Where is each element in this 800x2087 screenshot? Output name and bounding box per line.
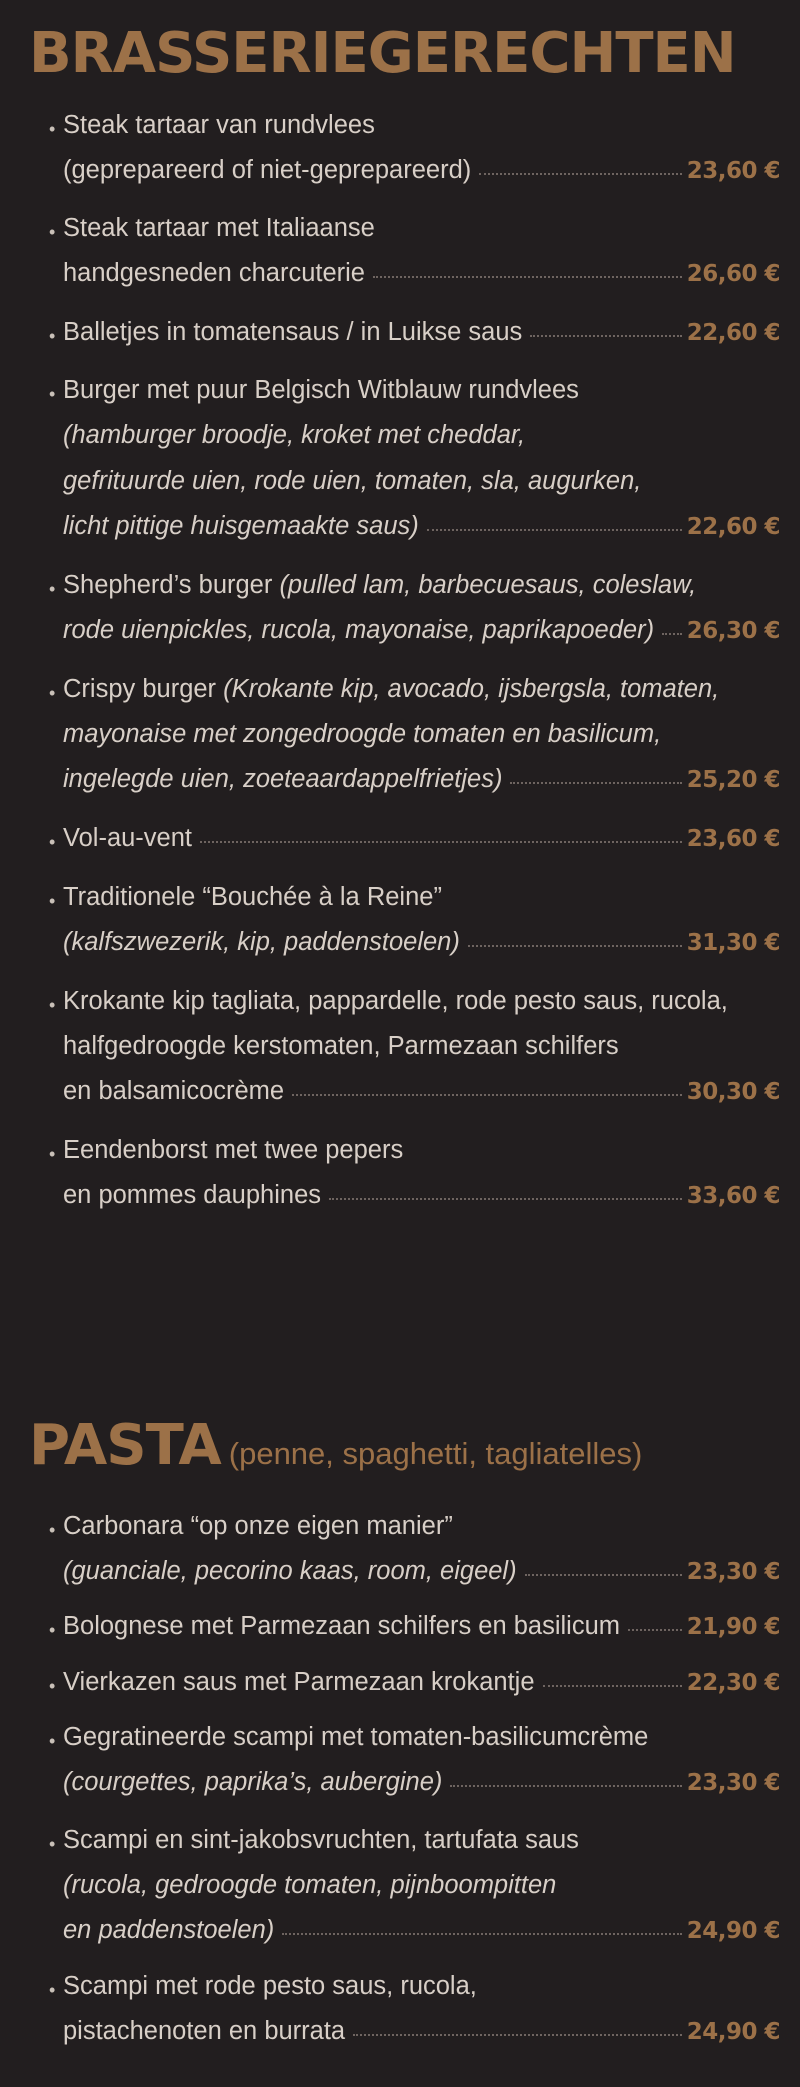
menu-item-price: 23,30 € (686, 1559, 780, 1585)
menu-item-line: Balletjes in tomatensaus / in Luikse saus 22,60 € (63, 318, 780, 346)
dot-leader (510, 782, 681, 784)
dot-leader (450, 1785, 681, 1787)
dot-leader (530, 335, 681, 337)
menu-item-price: 23,60 € (686, 826, 780, 852)
menu-item-line: Carbonara “op onze eigen manier” (63, 1512, 453, 1540)
menu-item-line: (courgettes, paprika’s, aubergine) 23,30 € (63, 1768, 780, 1796)
dot-leader (282, 1933, 681, 1935)
menu-item-price: 30,30 € (686, 1079, 780, 1105)
menu-item-price: 22,60 € (686, 320, 780, 346)
menu-item-line: gefrituurde uien, rode uien, tomaten, sla, augurken, (63, 467, 642, 495)
bullet-icon: • (49, 1676, 56, 1696)
bullet-icon: • (49, 891, 56, 911)
menu-item-line: halfgedroogde kerstomaten, Parmezaan schilfers (63, 1032, 619, 1060)
dot-leader (353, 2034, 682, 2036)
menu-item-line: handgesneden charcuterie 26,60 € (63, 259, 780, 287)
menu-item-price: 26,60 € (686, 261, 780, 287)
bullet-icon: • (49, 326, 56, 346)
bullet-icon: • (49, 222, 56, 242)
menu-item-line: mayonaise met zongedroogde tomaten en basilicum, (63, 720, 662, 748)
menu-item-line: en balsamicocrème 30,30 € (63, 1077, 780, 1105)
menu-item-price: 23,30 € (686, 1770, 780, 1796)
menu-item-line: en pommes dauphines 33,60 € (63, 1181, 780, 1209)
menu-item-line: Eendenborst met twee pepers (63, 1136, 404, 1164)
menu-item-line: pistachenoten en burrata 24,90 € (63, 2017, 780, 2045)
menu-item-line: (rucola, gedroogde tomaten, pijnboompitten (63, 1871, 557, 1899)
menu-item-line: licht pittige huisgemaakte saus) 22,60 € (63, 512, 780, 540)
bullet-icon: • (49, 119, 56, 139)
menu-item-price: 31,30 € (686, 930, 780, 956)
menu-item-line: Burger met puur Belgisch Witblauw rundvlees (63, 376, 579, 404)
bullet-icon: • (49, 579, 56, 599)
menu-item-line: Gegratineerde scampi met tomaten-basilicumcrème (63, 1723, 649, 1751)
menu-item-line: Shepherd’s burger (pulled lam, barbecuesaus, coleslaw, (63, 571, 697, 599)
dot-leader (525, 1574, 682, 1576)
section-title-pasta: PASTA (penne, spaghetti, tagliatelles) (29, 1413, 643, 1478)
menu-item-line: (guanciale, pecorino kaas, room, eigeel) 23,30 € (63, 1557, 780, 1585)
dot-leader (292, 1094, 682, 1096)
dot-leader (479, 173, 681, 175)
dot-leader (329, 1198, 682, 1200)
dot-leader (373, 276, 682, 278)
menu-item-price: 26,30 € (686, 618, 780, 644)
dot-leader (628, 1629, 682, 1631)
menu-item-price: 23,60 € (686, 158, 780, 184)
menu-item-line: Scampi en sint-jakobsvruchten, tartufata saus (63, 1826, 579, 1854)
dot-leader (200, 841, 682, 843)
menu-item-line: Steak tartaar met Italiaanse (63, 214, 375, 242)
menu-item-line: Scampi met rode pesto saus, rucola, (63, 1972, 477, 2000)
menu-item-line: Vol-au-vent 23,60 € (63, 824, 780, 852)
menu-item-line: Traditionele “Bouchée à la Reine” (63, 883, 442, 911)
menu-item-line: en paddenstoelen) 24,90 € (63, 1916, 780, 1944)
dot-leader (468, 945, 682, 947)
menu-item-line: (geprepareerd of niet-geprepareerd) 23,60 € (63, 156, 780, 184)
menu-item-price: 25,20 € (686, 767, 780, 793)
menu-item-price: 24,90 € (686, 2019, 780, 2045)
bullet-icon: • (49, 384, 56, 404)
menu-item-price: 33,60 € (686, 1183, 780, 1209)
bullet-icon: • (49, 683, 56, 703)
bullet-icon: • (49, 1980, 56, 2000)
bullet-icon: • (49, 1620, 56, 1640)
menu-item-line: ingelegde uien, zoeteaardappelfrietjes) 25,20 € (63, 765, 780, 793)
dot-leader (543, 1685, 682, 1687)
bullet-icon: • (49, 995, 56, 1015)
dot-leader (662, 633, 682, 635)
bullet-icon: • (49, 832, 56, 852)
bullet-icon: • (49, 1144, 56, 1164)
menu-item-line: Krokante kip tagliata, pappardelle, rode pesto saus, rucola, (63, 987, 728, 1015)
section-subtitle-pasta: (penne, spaghetti, tagliatelles) (228, 1436, 643, 1471)
section-title-brasserie: BRASSERIEGERECHTEN (29, 21, 736, 86)
menu-item-line: rode uienpickles, rucola, mayonaise, paprikapoeder) 26,30 € (63, 616, 780, 644)
menu-item-line: Crispy burger (Krokante kip, avocado, ijsbergsla, tomaten, (63, 675, 720, 703)
bullet-icon: • (49, 1834, 56, 1854)
bullet-icon: • (49, 1520, 56, 1540)
menu-item-line: (hamburger broodje, kroket met cheddar, (63, 421, 526, 449)
menu-item-price: 21,90 € (686, 1614, 780, 1640)
dot-leader (427, 529, 682, 531)
menu-item-line: Vierkazen saus met Parmezaan krokantje 22,30 € (63, 1668, 780, 1696)
menu-item-price: 22,60 € (686, 514, 780, 540)
menu-item-line: Steak tartaar van rundvlees (63, 111, 375, 139)
menu-item-line: (kalfszwezerik, kip, paddenstoelen) 31,30 € (63, 928, 780, 956)
menu-item-price: 24,90 € (686, 1918, 780, 1944)
menu-item-line: Bolognese met Parmezaan schilfers en basilicum 21,90 € (63, 1612, 780, 1640)
bullet-icon: • (49, 1731, 56, 1751)
menu-item-price: 22,30 € (686, 1670, 780, 1696)
